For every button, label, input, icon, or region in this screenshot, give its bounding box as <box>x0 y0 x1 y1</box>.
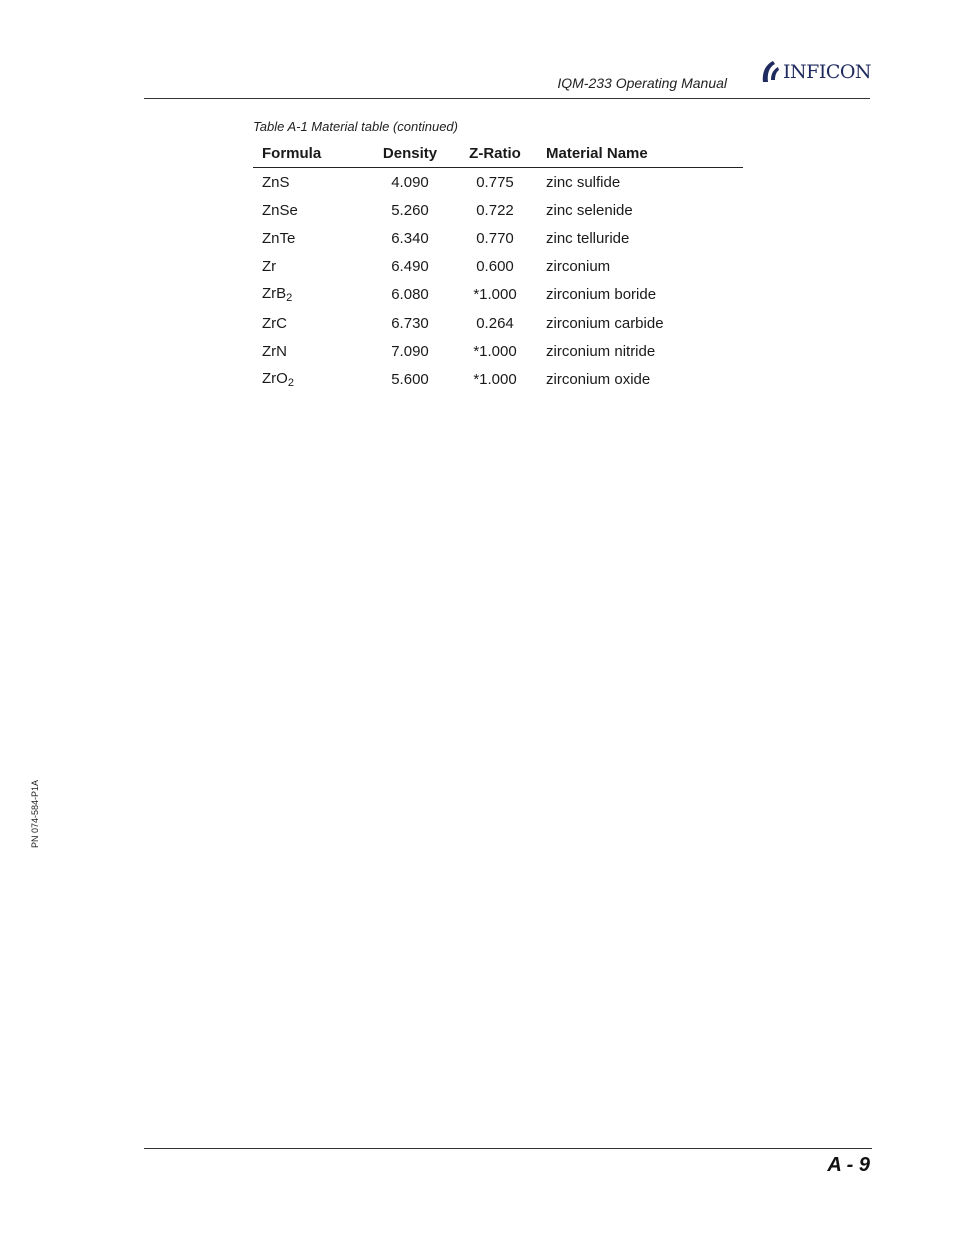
table-row <box>253 281 743 309</box>
formula-text: Zr <box>262 258 277 276</box>
table-row <box>253 196 743 224</box>
table-row <box>253 337 743 365</box>
table-row <box>253 309 743 337</box>
formula-cell <box>253 224 362 252</box>
formula-cell <box>253 281 362 309</box>
density-cell: 7.090 <box>391 342 429 360</box>
formula-cell <box>253 168 362 197</box>
material-name-cell: zirconium nitride <box>546 342 656 360</box>
formula-text: ZrC <box>262 314 287 332</box>
material-name-cell: zinc sulfide <box>546 173 621 191</box>
formula-text: ZnS <box>262 173 290 191</box>
zratio-cell: 0.770 <box>476 229 514 247</box>
inficon-logo-icon <box>760 59 780 85</box>
formula-cell <box>253 196 362 224</box>
footer-rule <box>144 1148 872 1149</box>
material-name-cell: zinc selenide <box>546 201 633 219</box>
zratio-cell: 0.600 <box>476 258 514 276</box>
density-cell: 6.490 <box>391 258 429 276</box>
table-row <box>253 168 743 197</box>
column-header-density: Density <box>362 139 458 168</box>
formula-text: ZnSe <box>262 201 298 219</box>
column-header-zratio: Z-Ratio <box>458 139 532 168</box>
part-number: PN 074-584-P1A <box>30 779 40 848</box>
material-name-cell: zirconium <box>546 258 611 276</box>
density-cell: 4.090 <box>391 173 429 191</box>
zratio-cell: *1.000 <box>473 370 517 388</box>
header-rule <box>144 98 870 99</box>
material-name-cell: zirconium boride <box>546 286 657 304</box>
table-row <box>253 365 743 393</box>
formula-text: ZnTe <box>262 229 296 247</box>
density-cell: 5.600 <box>391 370 429 388</box>
formula-subscript: 2 <box>287 376 294 389</box>
formula-cell <box>253 365 362 393</box>
material-name-cell: zinc telluride <box>546 229 630 247</box>
material-name-cell: zirconium carbide <box>546 314 664 332</box>
zratio-cell: *1.000 <box>473 342 517 360</box>
table-row <box>253 224 743 252</box>
formula-cell <box>253 337 362 365</box>
zratio-cell: 0.264 <box>476 314 514 332</box>
density-cell: 6.080 <box>391 286 429 304</box>
table-header-row <box>253 139 743 168</box>
logo-text: INFICON <box>783 61 872 83</box>
material-name-cell: zirconium oxide <box>546 370 651 388</box>
table-body <box>253 168 743 394</box>
formula-cell <box>253 309 362 337</box>
zratio-cell: *1.000 <box>473 286 517 304</box>
zratio-cell: 0.722 <box>476 201 514 219</box>
formula-subscript: 2 <box>286 292 293 305</box>
formula-cell <box>253 253 362 281</box>
formula-text: ZrN <box>262 342 287 360</box>
density-cell: 6.730 <box>391 314 429 332</box>
table-row <box>253 253 743 281</box>
column-header-material-name: Material Name <box>532 139 743 168</box>
header-title: IQM-233 Operating Manual <box>557 75 727 91</box>
table-caption: Table A-1 Material table (continued) <box>253 119 458 134</box>
zratio-cell: 0.775 <box>476 173 514 191</box>
page-number: A - 9 <box>827 1154 870 1176</box>
formula-text: ZrB <box>262 285 287 303</box>
material-table <box>253 139 743 394</box>
density-cell: 6.340 <box>391 229 429 247</box>
density-cell: 5.260 <box>391 201 429 219</box>
column-header-formula: Formula <box>253 139 362 168</box>
inficon-logo <box>760 58 871 86</box>
formula-text: ZrO <box>262 369 288 387</box>
